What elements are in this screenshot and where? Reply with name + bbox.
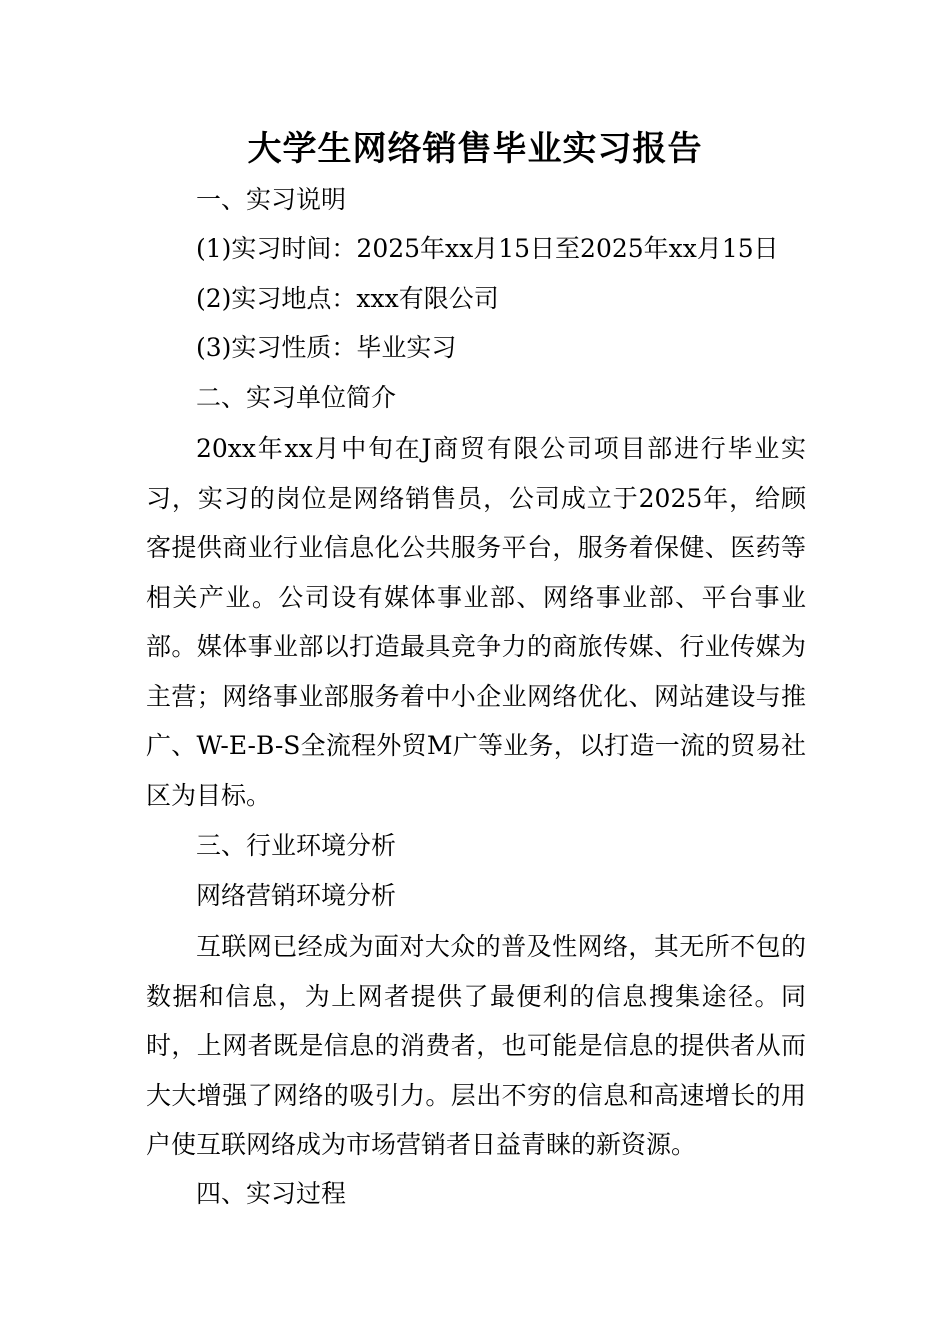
paragraph-environment-analysis: 互联网已经成为面对大众的普及性网络，其无所不包的数据和信息，为上网者提供了最便利的信息搜集途径。同时，上网者既是信息的消费者，也可能是信息的提供者从而大大增强了网络的吸引力。层出不穷的信息和高速增长的用户使互联网络成为市场营销者日益青睐的新资源。	[146, 932, 806, 1159]
section-heading-1: 一、实习说明	[196, 185, 347, 214]
info-item-time: (1)实习时间：2025年xx月15日至2025年xx月15日	[196, 234, 779, 263]
paragraph-company-intro: 20xx年xx月中旬在J商贸有限公司项目部进行毕业实习，实习的岗位是网络销售员，公司成立于2025年，给顾客提供商业行业信息化公共服务平台，服务着保健、医药等相关产业。公司设有媒体事业部、网络事业部、平台事业部。媒体事业部以打造最具竞争力的商旅传媒、行业传媒为主营；网络事业部服务着中小企业网络优化、网站建设与推广、W-E-B-S全流程外贸M广等业务，以打造一流的贸易社区为目标。	[146, 434, 806, 810]
info-item-nature: (3)实习性质：毕业实习	[196, 333, 457, 362]
document-title: 大学生网络销售毕业实习报告	[247, 129, 703, 169]
section-heading-4: 四、实习过程	[196, 1179, 347, 1208]
subsection-heading: 网络营销环境分析	[196, 881, 397, 910]
section-heading-3: 三、行业环境分析	[196, 831, 397, 860]
info-item-location: (2)实习地点：xxx有限公司	[196, 284, 499, 313]
section-heading-2: 二、实习单位简介	[196, 383, 397, 412]
